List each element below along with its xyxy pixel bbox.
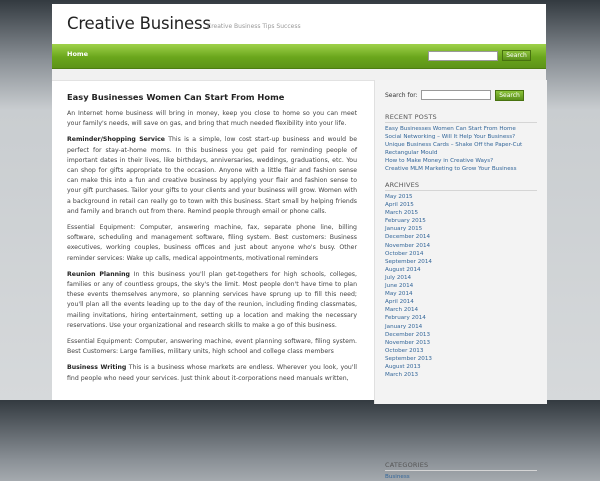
- site-title[interactable]: Creative Business: [67, 14, 211, 33]
- categories-heading: CATEGORIES: [385, 461, 537, 471]
- archive-link[interactable]: November 2014: [385, 242, 431, 249]
- main-content: [67, 92, 357, 390]
- archive-link[interactable]: March 2015: [385, 210, 419, 217]
- archive-link[interactable]: June 2014: [385, 283, 414, 290]
- header-search-input[interactable]: [428, 51, 498, 61]
- page-wrapper: [52, 4, 546, 480]
- categories-section: [385, 461, 537, 481]
- archive-link[interactable]: March 2013: [385, 372, 419, 379]
- nav-bar: [52, 44, 546, 69]
- category-link[interactable]: Business: [385, 474, 410, 480]
- recent-posts-list: [385, 125, 537, 174]
- archive-link[interactable]: February 2014: [385, 315, 426, 322]
- post-title[interactable]: Easy Businesses Women Can Start From Home: [67, 92, 285, 102]
- archive-link[interactable]: May 2014: [385, 291, 413, 298]
- archive-link[interactable]: August 2014: [385, 266, 421, 273]
- sidebar-search-input[interactable]: [421, 90, 491, 100]
- archive-link[interactable]: December 2013: [385, 331, 431, 338]
- recent-post-link[interactable]: Rectangular Mould: [385, 150, 438, 157]
- paragraph-lead: Reminder/Shopping Service: [67, 136, 165, 144]
- site-header: [52, 4, 546, 44]
- archive-link[interactable]: February 2015: [385, 218, 426, 225]
- paragraph-text: Essential Equipment: Computer, answering machine, fax, separate phone line, billing software, scheduling and management software, filing system. Best customers: Business executives, working couples, business offices and just about anyone who's busy. Other reminder services: Wake up calls, medical appointments, motivational reminders: [67, 224, 357, 262]
- post-paragraph: [67, 337, 357, 357]
- archive-link[interactable]: November 2013: [385, 339, 431, 346]
- paragraph-text: Essential Equipment: Computer, answering machine, event planning software, filing system. Best Customers: Large families, military units, high school and college class members: [67, 338, 357, 356]
- archive-link[interactable]: September 2013: [385, 355, 432, 362]
- header-search-button[interactable]: Search: [502, 50, 531, 61]
- archive-link[interactable]: May 2015: [385, 194, 413, 200]
- sidebar: [374, 80, 547, 480]
- site-tagline: Creative Business Tips Success: [207, 23, 301, 30]
- recent-post-link[interactable]: Unique Business Cards – Shake Off the Paper-Cut: [385, 142, 523, 149]
- archive-link[interactable]: October 2014: [385, 250, 424, 257]
- paragraph-text: This is a business whose markets are endless. Wherever you look, you'll find people who need your services. Just think about it-corporations need manuals written,: [67, 364, 357, 382]
- archive-link[interactable]: December 2014: [385, 234, 431, 241]
- paragraph-text: An Internet home business will bring in money, keep you close to home so you can meet your family's needs, will save on gas, and bring that much needed flexibility into your life.: [67, 110, 357, 128]
- sidebar-search-button[interactable]: Search: [495, 90, 524, 101]
- archives-heading: ARCHIVES: [385, 181, 537, 191]
- recent-post-link[interactable]: Creative MLM Marketing to Grow Your Business: [385, 166, 517, 173]
- archive-link[interactable]: April 2015: [385, 202, 414, 209]
- archive-link[interactable]: August 2013: [385, 363, 421, 370]
- categories-list: [385, 473, 537, 481]
- archive-link[interactable]: January 2014: [385, 323, 423, 330]
- recent-posts-heading: RECENT POSTS: [385, 113, 537, 123]
- nav-home-link[interactable]: Home: [67, 50, 89, 58]
- post-paragraph: [67, 135, 357, 217]
- paragraph-lead: Reunion Planning: [67, 270, 130, 278]
- post-body: [67, 109, 357, 384]
- archives-section: [385, 181, 537, 379]
- archives-list: [385, 193, 537, 379]
- paragraph-text: In this business you'll plan get-togethers for high schools, colleges, families or any of countless groups, the sky's the limit. Most people don't have time to plan these events themselves anymore, so planning services have sprung up to fill this need; you'll plan all the events leading up to the day of the reunion, including finding classmates, mailing invitations, hiring entertainment, setting up a location and making the necessary reservations. Use your organizational and research skills to make a go of this business.: [67, 270, 357, 329]
- archive-link[interactable]: October 2013: [385, 347, 424, 354]
- recent-post-link[interactable]: Social Networking – Will It Help Your Business?: [385, 134, 516, 141]
- post-paragraph: [67, 109, 357, 129]
- archive-link[interactable]: March 2014: [385, 307, 419, 314]
- post-paragraph: [67, 363, 357, 383]
- sidebar-search-label: Search for:: [385, 92, 418, 99]
- archive-link[interactable]: July 2014: [385, 274, 412, 281]
- recent-post-link[interactable]: How to Make Money in Creative Ways?: [385, 158, 494, 165]
- archive-link[interactable]: April 2014: [385, 299, 414, 306]
- paragraph-text: This is a simple, low cost start-up business and would be perfect for stay-at-home moms. In this business you get paid for reminding people of important dates in their lives, like birthdays, anniversaries, weddings, graduations, etc. You can shop for gifts appropriate to the occasion. Anyone with a little flair and fashion sense can make this into a fun and creative business by applying your flair and fashion sense to your gift purchases. Tailor your gifts to your clients and your business will grow. Women with a background in retail can really go to town with this business. Start small by helping friends and family and branch out from there. Remind people through email or phone calls.: [67, 136, 358, 215]
- post-paragraph: [67, 270, 357, 331]
- archive-link[interactable]: September 2014: [385, 258, 432, 265]
- post-paragraph: [67, 223, 357, 264]
- paragraph-lead: Business Writing: [67, 364, 127, 372]
- archive-link[interactable]: January 2015: [385, 226, 423, 233]
- recent-post-link[interactable]: Easy Businesses Women Can Start From Home: [385, 126, 516, 132]
- recent-posts-section: [385, 113, 537, 174]
